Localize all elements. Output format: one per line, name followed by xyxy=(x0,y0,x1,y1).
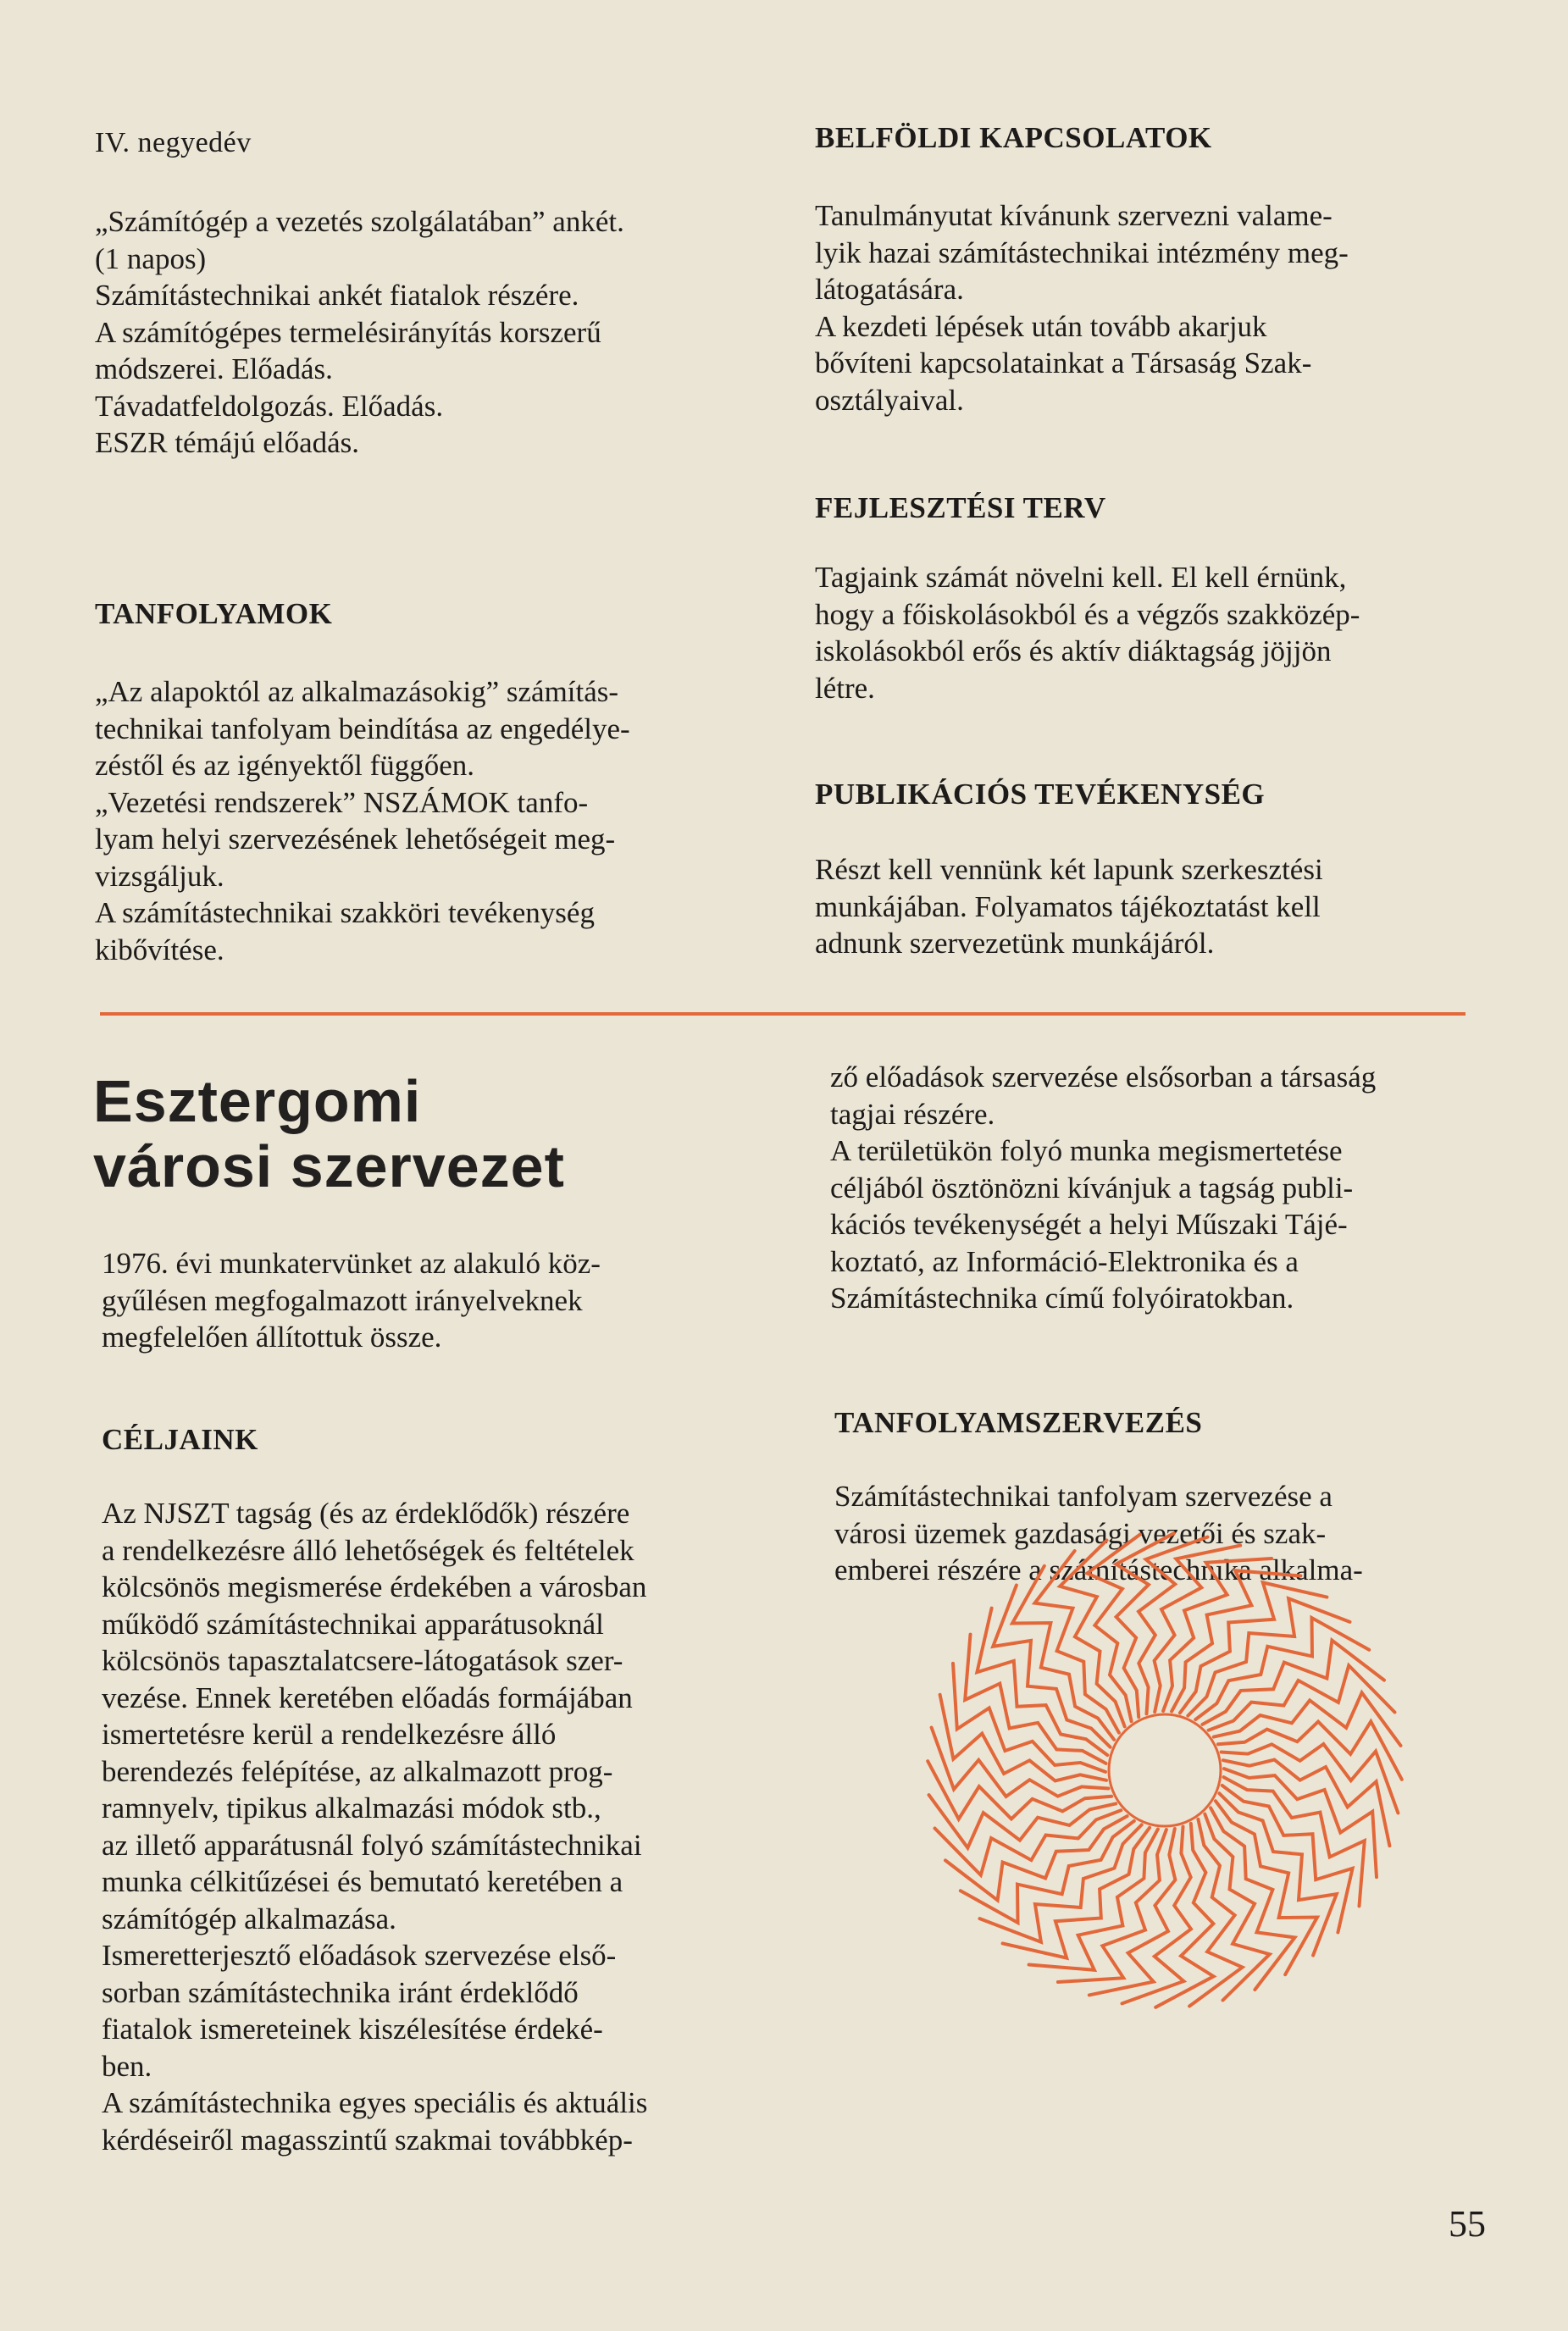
goals-text xyxy=(102,1495,745,2158)
courses-heading: TANFOLYAMOK xyxy=(95,597,333,630)
starburst-ray xyxy=(929,1795,1116,1848)
text-line: látogatására. xyxy=(815,273,964,306)
text-line: Az NJSZT tagság (és az érdeklődők) részére xyxy=(102,1497,630,1530)
text-line: vezése. Ennek keretében előadás formájában xyxy=(102,1680,633,1714)
section-right-text xyxy=(830,1059,1474,1317)
text-line: tagjai részére. xyxy=(830,1097,995,1131)
goals-heading: CÉLJAINK xyxy=(102,1423,258,1456)
text-line: az illető apparátusnál folyó számítástechnikai xyxy=(102,1828,642,1862)
text-line: vizsgáljuk. xyxy=(95,859,224,893)
domestic-text xyxy=(815,197,1449,418)
text-line: munka célkitűzései és bemutató keretében a xyxy=(102,1865,623,1898)
text-line: kációs tevékenységét a helyi Műszaki Tájé- xyxy=(830,1208,1348,1241)
text-line: kölcsönös tapasztalatcsere-látogatások szer- xyxy=(102,1644,623,1677)
text-line: lyam helyi szervezésének lehetőségeit meg- xyxy=(95,822,616,855)
text-line: 1976. évi munkatervünket az alakuló köz- xyxy=(102,1247,601,1280)
starburst-ray xyxy=(1222,1786,1353,1933)
starburst-ray xyxy=(1003,1828,1150,1958)
text-line: A számítástechnika egyes speciális és aktuális xyxy=(102,2086,648,2119)
text-line: A számítástechnikai szakköri tevékenység xyxy=(95,896,595,929)
text-line: munkájában. Folyamatos tájékoztatást kell xyxy=(815,889,1321,923)
publication-heading: PUBLIKÁCIÓS TEVÉKENYSÉG xyxy=(815,778,1266,811)
text-line: berendezés felépítése, az alkalmazott prog- xyxy=(102,1754,613,1788)
text-line: technikai tanfolyam beindítása az engedélye- xyxy=(95,711,630,745)
text-line: osztályaival. xyxy=(815,383,964,417)
text-line: létre. xyxy=(815,671,875,705)
starburst-ray xyxy=(980,1824,1142,1941)
section-title-line-1: Esztergomi xyxy=(93,1068,422,1134)
text-line: Tagjaink számát növelni kell. El kell érnünk, xyxy=(815,561,1347,594)
section-intro xyxy=(102,1245,745,1356)
text-line: működő számítástechnikai apparátusoknál xyxy=(102,1607,604,1641)
text-line: ESZR témájú előadás. xyxy=(95,426,360,459)
text-line: A számítógépes termelésirányítás korszerű xyxy=(95,315,601,349)
text-line: bővíteni kapcsolatainkat a Társaság Szak- xyxy=(815,346,1312,379)
text-line: hogy a főiskolásokból és a végzős szakközép- xyxy=(815,597,1360,631)
starburst-ray xyxy=(1189,1819,1243,2007)
starburst-ray xyxy=(1188,1598,1349,1715)
text-line: városi üzemek gazdasági vezetői és szak- xyxy=(834,1516,1327,1550)
quarter-items xyxy=(95,203,734,462)
text-line: kölcsönös megismerése érdekében a városban xyxy=(102,1570,647,1603)
text-line: emberei részére a számítástechnika alkalma- xyxy=(834,1553,1363,1586)
courses-text xyxy=(95,673,734,968)
text-line: ramnyelv, tipikus alkalmazási módok stb., xyxy=(102,1791,601,1824)
publication-text xyxy=(815,851,1449,962)
text-line: ben. xyxy=(102,2049,152,2083)
quarter-heading: IV. negyedév xyxy=(95,127,252,158)
text-line: „Vezetési rendszerek” NSZÁMOK tanfo- xyxy=(95,785,589,819)
starburst-ray xyxy=(1087,1535,1140,1722)
text-line: Részt kell vennünk két lapunk szerkesztési xyxy=(815,853,1323,886)
development-heading: FEJLESZTÉSI TERV xyxy=(815,491,1106,524)
text-line: Ismeretterjesztő előadások szervezése első- xyxy=(102,1939,617,1972)
starburst-ray xyxy=(1180,1582,1327,1713)
text-line: Távadatfeldolgozás. Előadás. xyxy=(95,389,444,423)
text-line: gyűlésen megfogalmazott irányelveknek xyxy=(102,1283,583,1317)
text-line: zéstől és az igényektől függően. xyxy=(95,749,475,782)
text-line: a rendelkezésre álló lehetőségek és feltételek xyxy=(102,1533,634,1567)
starburst-ray xyxy=(977,1608,1107,1756)
text-line: A kezdeti lépések után tovább akarjuk xyxy=(815,309,1267,343)
starburst-ray xyxy=(993,1586,1110,1747)
text-line: Számítástechnikai tanfolyam szervezése a xyxy=(834,1480,1333,1513)
text-line: ző előadások szervezése elsősorban a társaság xyxy=(830,1060,1377,1094)
text-line: ismertetésre kerül a rendelkezésre álló xyxy=(102,1718,557,1751)
starburst-ray xyxy=(1219,1793,1336,1955)
text-line: adnunk szervezetünk munkájáról. xyxy=(815,927,1215,960)
text-line: céljából ösztönözni kívánjuk a tagság publi- xyxy=(830,1171,1354,1204)
text-line: megfelelően állítottuk össze. xyxy=(102,1321,442,1354)
section-divider xyxy=(100,1012,1465,1016)
text-line: „Számítógép a vezetés szolgálatában” ankét. xyxy=(95,205,624,238)
section-title-line-2: városi szervezet xyxy=(93,1133,565,1199)
training-heading: TANFOLYAMSZERVEZÉS xyxy=(834,1406,1203,1439)
text-line: fiatalok ismereteinek kiszélesítése érdeké- xyxy=(102,2013,603,2046)
text-line: Tanulmányutat kívánunk szervezni valame- xyxy=(815,199,1333,232)
text-line: módszerei. Előadás. xyxy=(95,352,333,385)
text-line: sorban számítástechnika iránt érdeklődő xyxy=(102,1975,579,2009)
development-text xyxy=(815,559,1449,706)
text-line: kérdéseiről magasszintű szakmai továbbkép- xyxy=(102,2123,633,2157)
domestic-heading: BELFÖLDI KAPCSOLATOK xyxy=(815,121,1212,154)
text-line: kibővítése. xyxy=(95,933,224,966)
text-line: iskolásokból erős és aktív diáktagság jöjjön xyxy=(815,634,1332,667)
text-line: (1 napos) xyxy=(95,241,207,275)
text-line: koztató, az Információ-Elektronika és a xyxy=(830,1244,1299,1278)
text-line: A területükön folyó munka megismertetése xyxy=(830,1134,1343,1167)
starburst-ornament-icon xyxy=(919,1525,1410,2016)
text-line: Számítástechnikai ankét fiatalok részére. xyxy=(95,279,579,312)
starburst-ray xyxy=(1214,1692,1401,1745)
text-line: számítógép alkalmazása. xyxy=(102,1902,396,1935)
page-number: 55 xyxy=(1449,2203,1486,2245)
text-line: lyik hazai számítástechnikai intézmény meg- xyxy=(815,235,1349,269)
text-line: „Az alapoktól az alkalmazásokig” számítás- xyxy=(95,675,619,708)
text-line: Számítástechnika című folyóiratokban. xyxy=(830,1282,1294,1315)
